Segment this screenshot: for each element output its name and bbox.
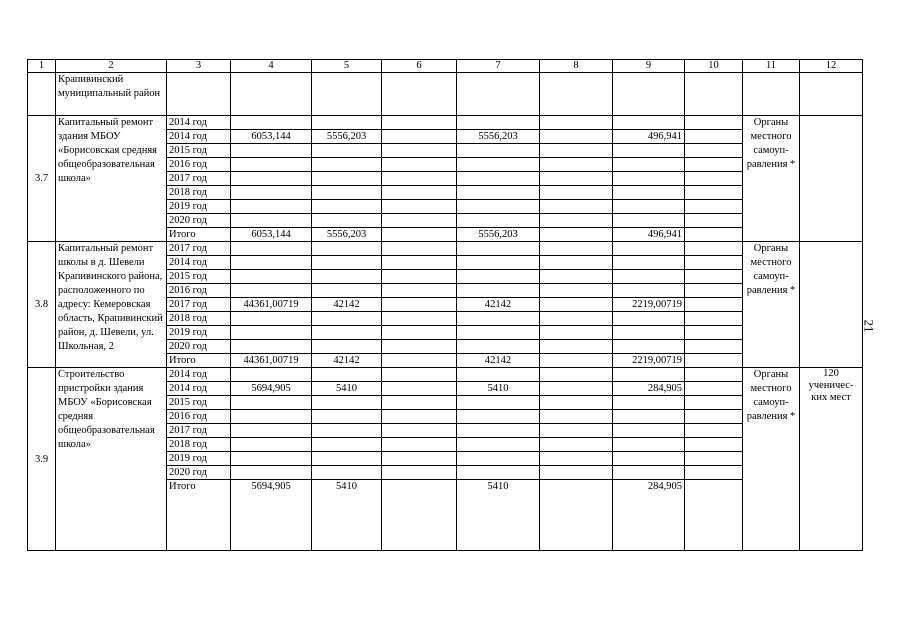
value-federal [312, 466, 382, 480]
value-col8 [540, 256, 613, 270]
value-total: 44361,00719 [231, 354, 312, 368]
value-col6 [382, 396, 457, 410]
value-col6 [382, 172, 457, 186]
value-total [231, 144, 312, 158]
value-total [231, 158, 312, 172]
value-local: 496,941 [613, 228, 685, 242]
district-name: Крапивинский муниципальный район [56, 73, 167, 116]
value-local [613, 256, 685, 270]
value-col10 [685, 480, 743, 551]
value-regional [457, 144, 540, 158]
header-cell: 1 [28, 60, 56, 73]
value-federal [312, 340, 382, 354]
value-federal [312, 326, 382, 340]
project-name: Капитальный ремонт школы в д. Шевели Крапивинского района, расположенного по адресу: Кемеровская область, Крапивинский район, д. Шевели, ул. Школьная, 2 [56, 242, 167, 368]
value-federal [312, 144, 382, 158]
district-row [28, 73, 863, 116]
value-col6 [382, 410, 457, 424]
year-cell: 2018 год [167, 438, 231, 452]
value-col8 [540, 242, 613, 256]
value-col8 [540, 228, 613, 242]
value-regional [457, 396, 540, 410]
value-total [231, 172, 312, 186]
value-local [613, 368, 685, 382]
year-cell: 2014 год [167, 368, 231, 382]
year-cell: 2017 год [167, 424, 231, 438]
value-federal: 42142 [312, 354, 382, 368]
value-federal [312, 452, 382, 466]
value-col10 [685, 158, 743, 172]
value-regional [457, 368, 540, 382]
header-cell: 3 [167, 60, 231, 73]
value-regional [457, 214, 540, 228]
value-col6 [382, 480, 457, 551]
value-total: 6053,144 [231, 130, 312, 144]
value-total [231, 466, 312, 480]
responsible-organ: Органы местного самоуп-равления * [743, 242, 800, 368]
value-col6 [382, 424, 457, 438]
value-regional [457, 270, 540, 284]
value-local: 2219,00719 [613, 354, 685, 368]
value-local: 284,905 [613, 480, 685, 551]
value-col8 [540, 270, 613, 284]
value-col8 [540, 326, 613, 340]
value-col6 [382, 186, 457, 200]
value-col6 [382, 368, 457, 382]
value-col6 [382, 326, 457, 340]
value-local [613, 284, 685, 298]
value-col8 [540, 130, 613, 144]
value-federal: 5556,203 [312, 130, 382, 144]
value-local [613, 214, 685, 228]
value-col8 [540, 200, 613, 214]
value-col6 [382, 144, 457, 158]
responsible-organ: Органы местного самоуп-равления * [743, 368, 800, 551]
value-federal [312, 270, 382, 284]
value-total: 44361,00719 [231, 298, 312, 312]
value-col10 [685, 256, 743, 270]
header-row [28, 60, 863, 73]
value-col8 [540, 452, 613, 466]
value-regional [457, 312, 540, 326]
project-name: Строительство пристройки здания МБОУ «Борисовская средняя общеобразовательная школа» [56, 368, 167, 551]
value-federal [312, 256, 382, 270]
value-regional [457, 340, 540, 354]
value-local: 284,905 [613, 382, 685, 396]
value-local [613, 158, 685, 172]
year-cell: 2016 год [167, 158, 231, 172]
value-col6 [382, 298, 457, 312]
value-federal [312, 368, 382, 382]
header-cell: 12 [800, 60, 863, 73]
header-cell: 2 [56, 60, 167, 73]
value-total [231, 340, 312, 354]
year-cell: 2017 год [167, 242, 231, 256]
value-regional [457, 452, 540, 466]
value-col8 [540, 480, 613, 551]
year-cell: 2019 год [167, 326, 231, 340]
value-col8 [540, 186, 613, 200]
value-local [613, 452, 685, 466]
year-cell: 2019 год [167, 200, 231, 214]
value-col10 [685, 144, 743, 158]
header-cell: 7 [457, 60, 540, 73]
value-federal [312, 200, 382, 214]
value-regional [457, 186, 540, 200]
value-local [613, 200, 685, 214]
project-number: 3.8 [28, 242, 56, 368]
value-col10 [685, 368, 743, 382]
value-total [231, 326, 312, 340]
value-col10 [685, 228, 743, 242]
value-col10 [685, 130, 743, 144]
value-local [613, 242, 685, 256]
year-cell: 2017 год [167, 298, 231, 312]
value-federal [312, 396, 382, 410]
value-col6 [382, 200, 457, 214]
value-col8 [540, 382, 613, 396]
value-local [613, 270, 685, 284]
value-col8 [540, 284, 613, 298]
year-cell: 2014 год [167, 382, 231, 396]
value-col8 [540, 466, 613, 480]
year-cell: Итого [167, 480, 231, 551]
value-col6 [382, 256, 457, 270]
year-cell: Итого [167, 228, 231, 242]
year-row [28, 368, 863, 382]
year-cell: 2020 год [167, 340, 231, 354]
value-col10 [685, 382, 743, 396]
year-cell: 2020 год [167, 466, 231, 480]
value-col10 [685, 354, 743, 368]
value-regional [457, 466, 540, 480]
value-total [231, 410, 312, 424]
value-col10 [685, 270, 743, 284]
value-local [613, 396, 685, 410]
year-cell: 2020 год [167, 214, 231, 228]
value-federal [312, 424, 382, 438]
value-total: 6053,144 [231, 228, 312, 242]
value-federal: 5410 [312, 382, 382, 396]
year-cell: 2018 год [167, 186, 231, 200]
value-col6 [382, 382, 457, 396]
value-col6 [382, 438, 457, 452]
value-local [613, 312, 685, 326]
year-cell: 2015 год [167, 270, 231, 284]
value-col10 [685, 186, 743, 200]
year-cell: 2014 год [167, 130, 231, 144]
value-local [613, 438, 685, 452]
value-total: 5694,905 [231, 480, 312, 551]
value-regional: 5556,203 [457, 130, 540, 144]
value-local [613, 172, 685, 186]
value-col6 [382, 466, 457, 480]
value-col10 [685, 214, 743, 228]
value-regional: 5410 [457, 382, 540, 396]
header-cell: 5 [312, 60, 382, 73]
value-total [231, 368, 312, 382]
value-col10 [685, 284, 743, 298]
value-local: 496,941 [613, 130, 685, 144]
value-regional [457, 158, 540, 172]
project-number: 3.9 [28, 368, 56, 551]
result-note [800, 242, 863, 368]
year-cell: 2014 год [167, 256, 231, 270]
value-col6 [382, 130, 457, 144]
value-total [231, 186, 312, 200]
project-number: 3.7 [28, 116, 56, 242]
value-federal [312, 438, 382, 452]
header-cell: 8 [540, 60, 613, 73]
value-col6 [382, 116, 457, 130]
value-local [613, 326, 685, 340]
value-col8 [540, 410, 613, 424]
value-col8 [540, 340, 613, 354]
value-col8 [540, 298, 613, 312]
value-col10 [685, 452, 743, 466]
value-local [613, 466, 685, 480]
value-col8 [540, 158, 613, 172]
value-federal [312, 186, 382, 200]
value-col8 [540, 396, 613, 410]
value-col10 [685, 200, 743, 214]
year-row [28, 116, 863, 130]
value-col8 [540, 214, 613, 228]
year-cell: 2017 год [167, 172, 231, 186]
header-cell: 4 [231, 60, 312, 73]
value-col10 [685, 242, 743, 256]
year-cell: 2015 год [167, 144, 231, 158]
value-regional: 42142 [457, 354, 540, 368]
value-federal [312, 410, 382, 424]
value-col6 [382, 312, 457, 326]
value-total [231, 284, 312, 298]
value-federal: 5410 [312, 480, 382, 551]
value-federal [312, 158, 382, 172]
year-cell: 2016 год [167, 410, 231, 424]
value-total [231, 438, 312, 452]
header-cell: 10 [685, 60, 743, 73]
year-cell: 2019 год [167, 452, 231, 466]
value-local [613, 144, 685, 158]
value-total [231, 312, 312, 326]
year-cell: 2015 год [167, 396, 231, 410]
value-federal [312, 312, 382, 326]
year-row [28, 242, 863, 256]
header-cell: 6 [382, 60, 457, 73]
result-note: 120 ученичес-ких мест [800, 368, 863, 551]
value-local: 2219,00719 [613, 298, 685, 312]
value-col10 [685, 396, 743, 410]
value-total: 5694,905 [231, 382, 312, 396]
value-col6 [382, 270, 457, 284]
value-col6 [382, 214, 457, 228]
value-local [613, 424, 685, 438]
value-col10 [685, 312, 743, 326]
value-col10 [685, 172, 743, 186]
value-col6 [382, 158, 457, 172]
value-regional: 5410 [457, 480, 540, 551]
value-regional [457, 438, 540, 452]
value-col10 [685, 116, 743, 130]
value-federal [312, 116, 382, 130]
value-regional [457, 256, 540, 270]
header-cell: 11 [743, 60, 800, 73]
value-regional: 5556,203 [457, 228, 540, 242]
value-federal [312, 172, 382, 186]
program-table [27, 59, 863, 551]
year-cell: 2016 год [167, 284, 231, 298]
value-col8 [540, 116, 613, 130]
value-col6 [382, 242, 457, 256]
value-col8 [540, 438, 613, 452]
value-federal: 42142 [312, 298, 382, 312]
page-number: 21 [861, 319, 877, 333]
value-total [231, 256, 312, 270]
value-federal [312, 284, 382, 298]
value-col8 [540, 424, 613, 438]
value-col8 [540, 368, 613, 382]
year-cell: 2014 год [167, 116, 231, 130]
value-col10 [685, 466, 743, 480]
header-cell: 9 [613, 60, 685, 73]
year-cell: Итого [167, 354, 231, 368]
table-body [28, 60, 863, 551]
value-total [231, 396, 312, 410]
value-local [613, 116, 685, 130]
value-regional [457, 242, 540, 256]
value-regional [457, 172, 540, 186]
value-col6 [382, 452, 457, 466]
value-regional [457, 410, 540, 424]
value-col6 [382, 284, 457, 298]
value-regional [457, 116, 540, 130]
value-col8 [540, 172, 613, 186]
value-local [613, 186, 685, 200]
year-cell: 2018 год [167, 312, 231, 326]
value-local [613, 340, 685, 354]
value-total [231, 242, 312, 256]
value-col6 [382, 354, 457, 368]
value-col10 [685, 326, 743, 340]
value-federal [312, 214, 382, 228]
value-total [231, 270, 312, 284]
value-col10 [685, 424, 743, 438]
value-regional [457, 284, 540, 298]
value-regional [457, 200, 540, 214]
value-regional: 42142 [457, 298, 540, 312]
value-regional [457, 424, 540, 438]
value-total [231, 214, 312, 228]
value-federal [312, 242, 382, 256]
value-col8 [540, 144, 613, 158]
value-col6 [382, 228, 457, 242]
value-col6 [382, 340, 457, 354]
value-total [231, 424, 312, 438]
responsible-organ: Органы местного самоуп-равления * [743, 116, 800, 242]
result-note [800, 116, 863, 242]
value-col8 [540, 354, 613, 368]
value-federal: 5556,203 [312, 228, 382, 242]
value-col10 [685, 298, 743, 312]
value-col10 [685, 410, 743, 424]
value-total [231, 452, 312, 466]
value-col10 [685, 438, 743, 452]
project-name: Капитальный ремонт здания МБОУ «Борисовская средняя общеобразовательная школа» [56, 116, 167, 242]
value-col8 [540, 312, 613, 326]
value-local [613, 410, 685, 424]
value-total [231, 200, 312, 214]
value-regional [457, 326, 540, 340]
value-col10 [685, 340, 743, 354]
value-total [231, 116, 312, 130]
